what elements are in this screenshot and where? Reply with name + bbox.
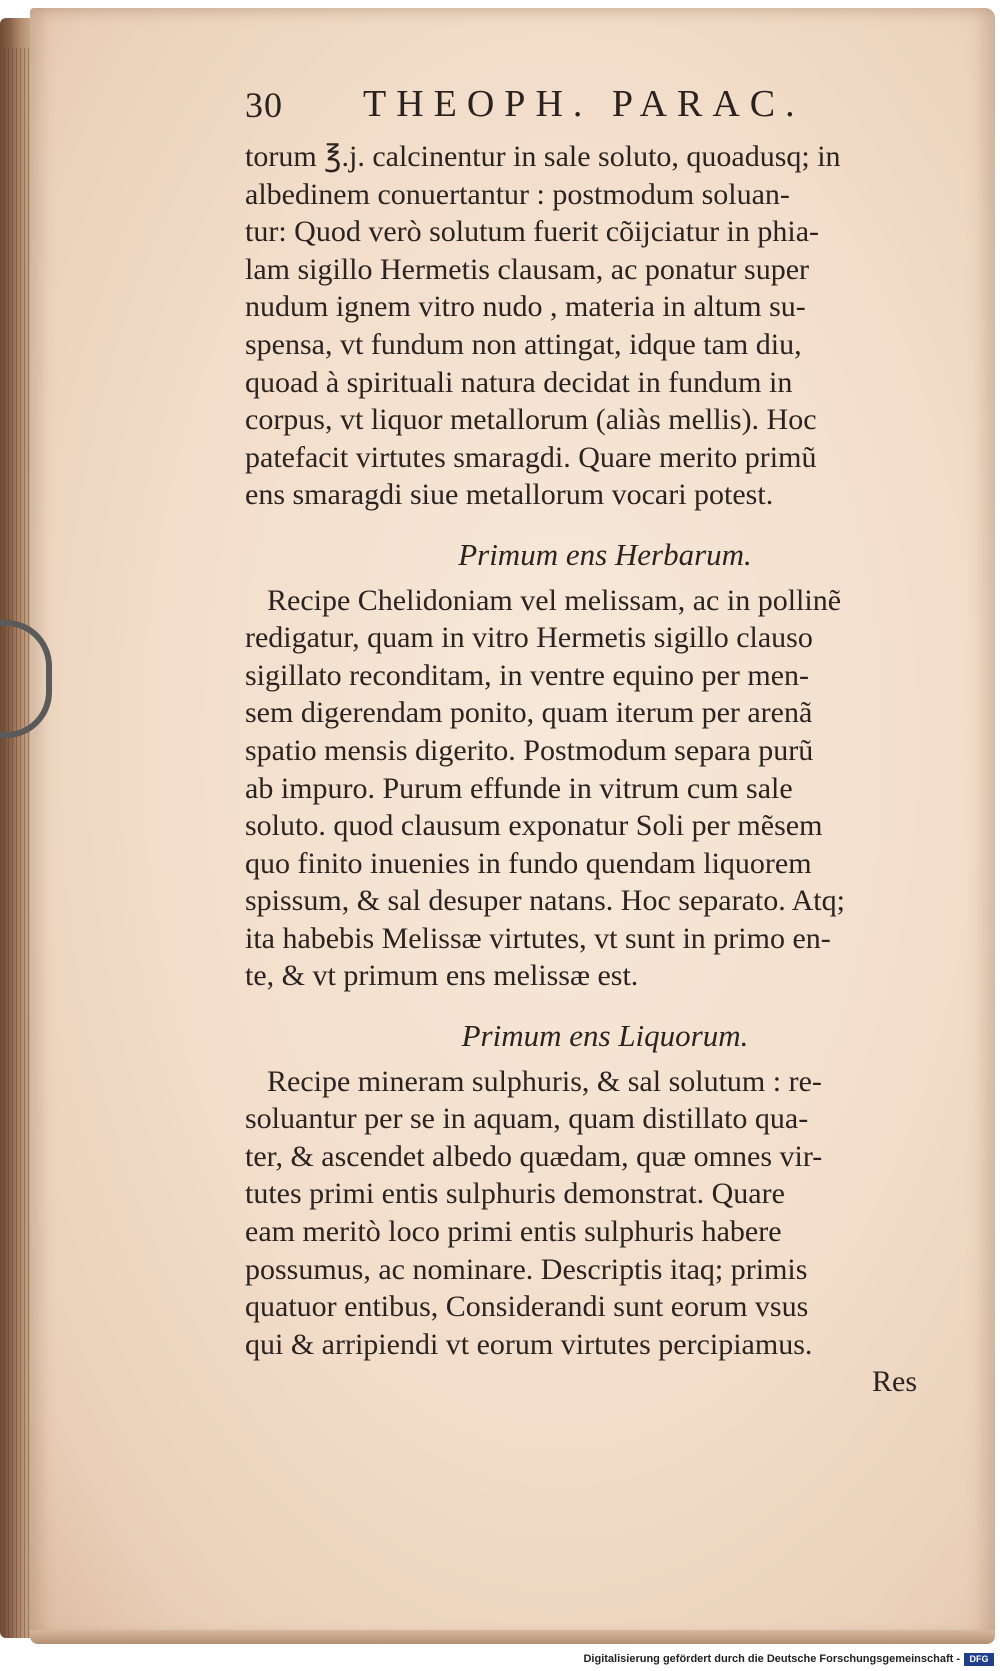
running-head: THEOPH. PARAC. [363, 83, 805, 125]
section-heading-liquorum: Primum ens Liquorum. [461, 1018, 749, 1054]
page-header [245, 82, 805, 132]
text-line: ens smaragdi siue metallorum vocari potest. [245, 478, 774, 512]
funding-credit: Digitalisierung gefördert durch die Deutsche Forschungsgemeinschaft - [583, 1653, 960, 1665]
text-line: eam meritò loco primi entis sulphuris habere [245, 1215, 782, 1249]
text-line: possumus, ac nominare. Descriptis itaq; primis [245, 1252, 808, 1286]
text-line: qui & arripiendi vt eorum virtutes percipiamus. [245, 1327, 813, 1361]
text-line: Recipe mineram sulphuris, & sal solutum : re- [267, 1064, 822, 1098]
paragraph-liquorum [245, 1063, 925, 1364]
paragraph-herbarum [245, 582, 925, 996]
text-line: soluantur per se in aquam, quam distillato qua- [245, 1102, 809, 1136]
text-line: torum ℥.j. calcinentur in sale soluto, quoadusq; in [245, 140, 841, 173]
footer-credit-bar [0, 1650, 1000, 1671]
text-line: Recipe Chelidoniam vel melissam, ac in pollinẽ [267, 583, 842, 617]
text-line: corpus, vt liquor metallorum (aliàs mellis). Hoc [245, 403, 817, 437]
text-line: te, & vt primum ens melissæ est. [245, 959, 639, 993]
page-number: 30 [245, 85, 283, 125]
text-line: spissum, & sal desuper natans. Hoc separato. Atq; [245, 884, 845, 918]
text-line: patefacit virtutes smaragdi. Quare merito primũ [245, 440, 817, 474]
text-line: quoad à spirituali natura decidat in fundum in [245, 365, 793, 399]
catchword: Res [872, 1365, 917, 1399]
text-line: ter, & ascendet albedo quædam, quæ omnes vir- [245, 1139, 823, 1173]
text-line: redigatur, quam in vitro Hermetis sigillo clauso [245, 621, 813, 655]
text-line: quo finito inuenies in fundo quendam liquorem [245, 846, 812, 880]
text-line: albedinem conuertantur : postmodum soluan- [245, 177, 790, 211]
text-line: spatio mensis digerito. Postmodum separa purũ [245, 733, 814, 767]
text-line: nudum ignem vitro nudo , materia in altum su- [245, 290, 806, 324]
text-line: tutes primi entis sulphuris demonstrat. Quare [245, 1177, 785, 1211]
page-bottom-edge [30, 1630, 995, 1644]
text-line: quatuor entibus, Considerandi sunt eorum vsus [245, 1290, 809, 1324]
text-line: sem digerendam ponito, quam iterum per arenã [245, 696, 813, 730]
text-line: soluto. quod clausum exponatur Soli per mẽsem [245, 809, 823, 843]
section-heading-herbarum: Primum ens Herbarum. [458, 536, 752, 572]
text-line: sigillato reconditam, in ventre equino per men- [245, 658, 809, 692]
page-stack-lines [4, 48, 32, 1638]
text-line: ita habebis Melissæ virtutes, vt sunt in primo en- [245, 921, 831, 955]
page-body-text [245, 138, 925, 1401]
dfg-logo-icon: DFG [964, 1653, 994, 1666]
text-line: ab impuro. Purum effunde in vitrum cum sale [245, 771, 793, 805]
paragraph-smaragdi [245, 138, 925, 514]
book-fore-edge [0, 18, 34, 1638]
text-line: lam sigillo Hermetis clausam, ac ponatur super [245, 252, 810, 286]
text-line: tur: Quod verò solutum fuerit cõijciatur in phia- [245, 215, 820, 249]
text-line: spensa, vt fundum non attingat, idque tam diu, [245, 327, 802, 361]
